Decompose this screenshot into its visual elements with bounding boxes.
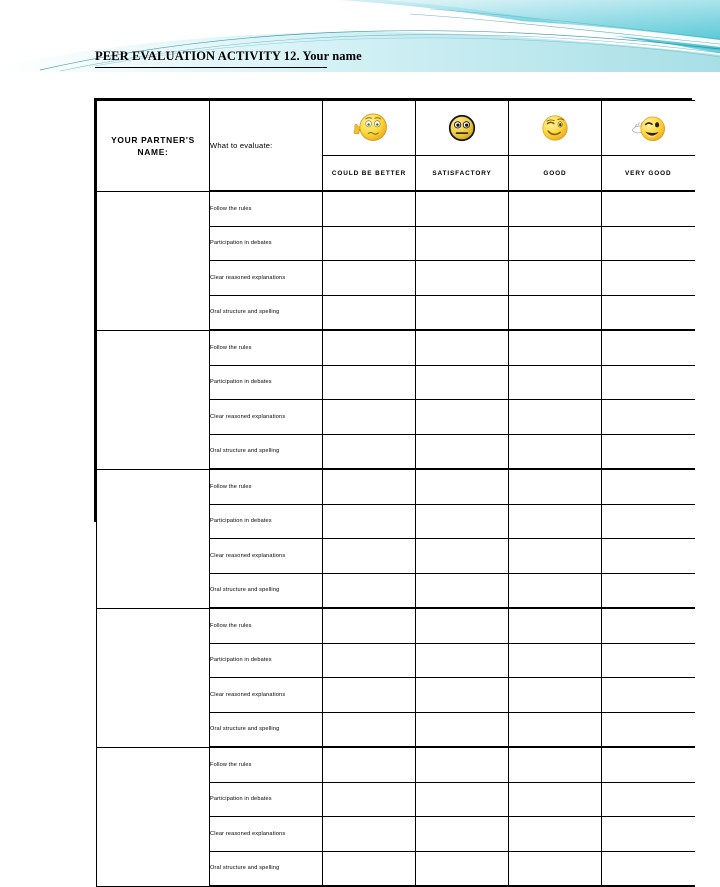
- table-body: [97, 101, 695, 887]
- criterion-label: Clear reasoned explanations: [210, 400, 323, 435]
- page-title-text: PEER EVALUATION ACTIVITY 12. Your name: [95, 49, 362, 63]
- criterion-label: Oral structure and spelling: [210, 434, 323, 469]
- rating-cell-g4-c2-s1[interactable]: [416, 817, 509, 852]
- rating-cell-g4-c0-s1[interactable]: [416, 747, 509, 782]
- rating-cell-g1-c2-s3[interactable]: [602, 400, 695, 435]
- rating-cell-g4-c1-s3[interactable]: [602, 782, 695, 817]
- rating-cell-g4-c2-s2[interactable]: [509, 817, 602, 852]
- evaluation-grid: [96, 100, 695, 887]
- header-partner-name: YOUR PARTNER'S NAME:: [97, 101, 210, 192]
- criterion-label: Participation in debates: [210, 643, 323, 678]
- rating-cell-g2-c2-s3[interactable]: [602, 539, 695, 574]
- rating-cell-g4-c2-s0[interactable]: [323, 817, 416, 852]
- rating-cell-g1-c3-s0[interactable]: [323, 434, 416, 469]
- table-row: [97, 608, 695, 643]
- criterion-label: Follow the rules: [210, 191, 323, 226]
- rating-cell-g3-c3-s2[interactable]: [509, 712, 602, 747]
- rating-cell-g0-c1-s2[interactable]: [509, 226, 602, 261]
- criterion-label: Participation in debates: [210, 365, 323, 400]
- rating-cell-g4-c3-s1[interactable]: [416, 851, 509, 886]
- criterion-label: Follow the rules: [210, 469, 323, 504]
- rating-cell-g0-c3-s3[interactable]: [602, 295, 695, 330]
- rating-cell-g2-c0-s1[interactable]: [416, 469, 509, 504]
- rating-cell-g3-c0-s2[interactable]: [509, 608, 602, 643]
- rating-cell-g3-c2-s3[interactable]: [602, 678, 695, 713]
- rating-cell-g4-c3-s0[interactable]: [323, 851, 416, 886]
- winking-smiley-icon: [536, 119, 574, 136]
- partner-name-input-cell-0[interactable]: [97, 191, 210, 330]
- criterion-label: Follow the rules: [210, 330, 323, 365]
- rating-cell-g2-c2-s1[interactable]: [416, 539, 509, 574]
- rating-cell-g0-c3-s2[interactable]: [509, 295, 602, 330]
- criterion-label: Follow the rules: [210, 608, 323, 643]
- rating-cell-g2-c3-s3[interactable]: [602, 573, 695, 608]
- rating-cell-g0-c0-s1[interactable]: [416, 191, 509, 226]
- table-row: [97, 330, 695, 365]
- rating-cell-g0-c1-s0[interactable]: [323, 226, 416, 261]
- rating-cell-g4-c1-s0[interactable]: [323, 782, 416, 817]
- scale-label-cell-0: COULD BE BETTER: [323, 156, 416, 192]
- scale-icon-cell-3: [602, 101, 695, 156]
- laughing-face-waving-hand-icon: [629, 119, 667, 136]
- rating-cell-g3-c2-s2[interactable]: [509, 678, 602, 713]
- rating-cell-g2-c0-s0[interactable]: [323, 469, 416, 504]
- criterion-label: Oral structure and spelling: [210, 573, 323, 608]
- rating-cell-g1-c1-s3[interactable]: [602, 365, 695, 400]
- rating-cell-g1-c1-s0[interactable]: [323, 365, 416, 400]
- rating-cell-g0-c3-s1[interactable]: [416, 295, 509, 330]
- worried-face-thumbs-down-icon: [349, 119, 389, 136]
- rating-cell-g2-c1-s0[interactable]: [323, 504, 416, 539]
- rating-cell-g0-c2-s1[interactable]: [416, 261, 509, 296]
- rating-cell-g3-c1-s1[interactable]: [416, 643, 509, 678]
- rating-cell-g1-c0-s2[interactable]: [509, 330, 602, 365]
- rating-cell-g1-c3-s3[interactable]: [602, 434, 695, 469]
- rating-cell-g4-c0-s0[interactable]: [323, 747, 416, 782]
- rating-cell-g4-c0-s2[interactable]: [509, 747, 602, 782]
- rating-cell-g3-c2-s0[interactable]: [323, 678, 416, 713]
- criterion-label: Clear reasoned explanations: [210, 678, 323, 713]
- rating-cell-g0-c3-s0[interactable]: [323, 295, 416, 330]
- scale-label-cell-2: GOOD: [509, 156, 602, 192]
- table-row: [97, 191, 695, 226]
- rating-cell-g0-c0-s2[interactable]: [509, 191, 602, 226]
- rating-cell-g3-c1-s2[interactable]: [509, 643, 602, 678]
- rating-cell-g3-c3-s0[interactable]: [323, 712, 416, 747]
- peer-evaluation-table: [94, 98, 692, 872]
- rating-cell-g1-c2-s1[interactable]: [416, 400, 509, 435]
- criterion-label: Participation in debates: [210, 226, 323, 261]
- neutral-face-icon: [443, 119, 481, 136]
- rating-cell-g1-c0-s0[interactable]: [323, 330, 416, 365]
- rating-cell-g1-c2-s0[interactable]: [323, 400, 416, 435]
- header-what-to-evaluate: What to evaluate:: [210, 101, 323, 192]
- rating-cell-g4-c2-s3[interactable]: [602, 817, 695, 852]
- rating-cell-g2-c3-s0[interactable]: [323, 573, 416, 608]
- rating-cell-g2-c1-s2[interactable]: [509, 504, 602, 539]
- scale-label-cell-1: SATISFACTORY: [416, 156, 509, 192]
- criterion-label: Oral structure and spelling: [210, 295, 323, 330]
- criterion-label: Clear reasoned explanations: [210, 539, 323, 574]
- criterion-label: Participation in debates: [210, 782, 323, 817]
- partner-name-input-cell-1[interactable]: [97, 330, 210, 469]
- page-title: [95, 49, 362, 68]
- rating-cell-g1-c2-s2[interactable]: [509, 400, 602, 435]
- criterion-label: Follow the rules: [210, 747, 323, 782]
- rating-cell-g4-c3-s3[interactable]: [602, 851, 695, 886]
- partner-name-input-cell-2[interactable]: [97, 469, 210, 608]
- rating-cell-g2-c1-s3[interactable]: [602, 504, 695, 539]
- rating-cell-g0-c0-s0[interactable]: [323, 191, 416, 226]
- criterion-label: Oral structure and spelling: [210, 851, 323, 886]
- rating-cell-g2-c3-s2[interactable]: [509, 573, 602, 608]
- rating-cell-g3-c3-s3[interactable]: [602, 712, 695, 747]
- scale-label-cell-3: VERY GOOD: [602, 156, 695, 192]
- rating-cell-g0-c2-s2[interactable]: [509, 261, 602, 296]
- title-underline-rule: [95, 67, 327, 68]
- rating-cell-g3-c0-s1[interactable]: [416, 608, 509, 643]
- table-row: [97, 747, 695, 782]
- rating-cell-g0-c1-s1[interactable]: [416, 226, 509, 261]
- partner-name-input-cell-4[interactable]: [97, 747, 210, 886]
- rating-cell-g1-c1-s1[interactable]: [416, 365, 509, 400]
- criterion-label: Participation in debates: [210, 504, 323, 539]
- criterion-label: Clear reasoned explanations: [210, 261, 323, 296]
- table-row: [97, 469, 695, 504]
- rating-cell-g0-c1-s3[interactable]: [602, 226, 695, 261]
- rating-cell-g2-c2-s2[interactable]: [509, 539, 602, 574]
- rating-cell-g3-c3-s1[interactable]: [416, 712, 509, 747]
- rating-cell-g0-c2-s3[interactable]: [602, 261, 695, 296]
- rating-cell-g4-c0-s3[interactable]: [602, 747, 695, 782]
- criterion-label: Clear reasoned explanations: [210, 817, 323, 852]
- rating-cell-g4-c1-s2[interactable]: [509, 782, 602, 817]
- rating-cell-g1-c3-s2[interactable]: [509, 434, 602, 469]
- rating-cell-g1-c0-s3[interactable]: [602, 330, 695, 365]
- rating-cell-g1-c0-s1[interactable]: [416, 330, 509, 365]
- scale-icon-cell-2: [509, 101, 602, 156]
- partner-name-input-cell-3[interactable]: [97, 608, 210, 747]
- rating-cell-g0-c0-s3[interactable]: [602, 191, 695, 226]
- rating-cell-g0-c2-s0[interactable]: [323, 261, 416, 296]
- rating-cell-g2-c1-s1[interactable]: [416, 504, 509, 539]
- rating-cell-g3-c2-s1[interactable]: [416, 678, 509, 713]
- rating-cell-g4-c1-s1[interactable]: [416, 782, 509, 817]
- rating-cell-g2-c0-s2[interactable]: [509, 469, 602, 504]
- scale-icon-cell-0: [323, 101, 416, 156]
- scale-icon-cell-1: [416, 101, 509, 156]
- table-header-row-icons: [97, 101, 695, 156]
- rating-cell-g1-c3-s1[interactable]: [416, 434, 509, 469]
- rating-cell-g1-c1-s2[interactable]: [509, 365, 602, 400]
- criterion-label: Oral structure and spelling: [210, 712, 323, 747]
- rating-cell-g3-c1-s0[interactable]: [323, 643, 416, 678]
- rating-cell-g3-c0-s3[interactable]: [602, 608, 695, 643]
- rating-cell-g3-c0-s0[interactable]: [323, 608, 416, 643]
- rating-cell-g3-c1-s3[interactable]: [602, 643, 695, 678]
- rating-cell-g2-c2-s0[interactable]: [323, 539, 416, 574]
- rating-cell-g2-c0-s3[interactable]: [602, 469, 695, 504]
- rating-cell-g2-c3-s1[interactable]: [416, 573, 509, 608]
- rating-cell-g4-c3-s2[interactable]: [509, 851, 602, 886]
